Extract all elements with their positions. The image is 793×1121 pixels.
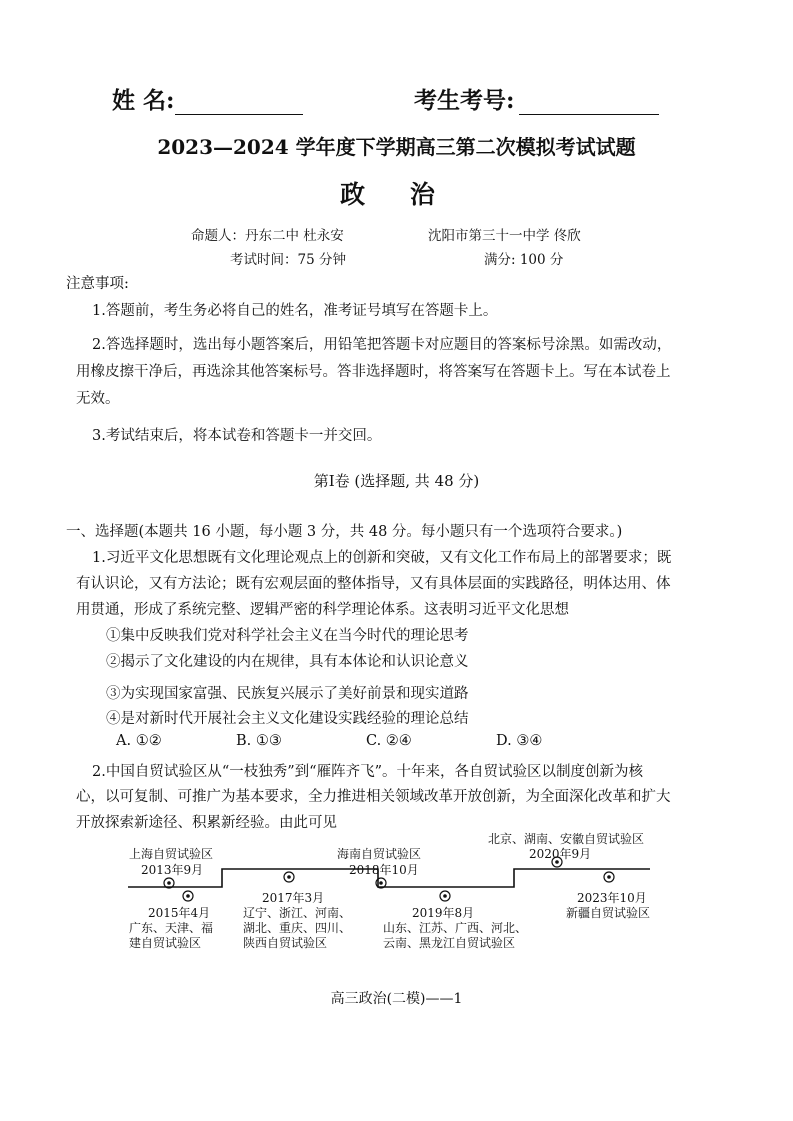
tl-2019-date: 2019年8月 — [412, 906, 475, 920]
q2-line-3: 开放探索新途径、积累新经验。由此可见 — [76, 815, 337, 831]
subject-title: 政 治 — [340, 180, 453, 209]
notice-heading: 注意事项: — [66, 276, 129, 292]
q1-option-b: B. ①③ — [236, 733, 282, 749]
q1-option-d: D. ③④ — [496, 733, 543, 749]
tl-2015-line-2: 建自贸试验区 — [129, 936, 202, 950]
q1-line-3: 用贯通，形成了系统完整、逻辑严密的科学理论体系。这表明习近平文化思想 — [76, 602, 569, 618]
tl-2018-date: 2018年10月 — [349, 863, 419, 877]
q1-line-2: 有认识论，又有方法论；既有宏观层面的整体指导，又有具体层面的实践路径，明体达用、体 — [76, 576, 671, 592]
notice-item-2-line-3: 无效。 — [76, 391, 120, 407]
q1-option-a: A. ①② — [116, 733, 162, 749]
notice-item-2-line-1: 2.答选择题时，选出每小题答案后，用铅笔把答题卡对应题目的答案标号涂黑。如需改动， — [92, 337, 672, 353]
tl-2013-name: 上海自贸试验区 — [129, 847, 214, 861]
timeline-marker-2017 — [284, 872, 294, 882]
tl-2013-date: 2013年9月 — [141, 863, 204, 877]
timeline-marker-2015 — [183, 891, 193, 901]
q1-statement-3: ③为实现国家富强、民族复兴展示了美好前景和现实道路 — [106, 686, 469, 702]
tl-2023-name: 新疆自贸试验区 — [566, 906, 651, 920]
tl-2020-date: 2020年9月 — [529, 847, 592, 861]
part1-intro: 一、选择题(本题共 16 小题，每小题 3 分，共 48 分。每小题只有一个选项符合要求。) — [66, 524, 623, 540]
tl-2023-date: 2023年10月 — [577, 891, 647, 905]
notice-item-1: 1.答题前，考生务必将自己的姓名，准考证号填写在答题卡上。 — [92, 303, 498, 319]
q1-statement-4: ④是对新时代开展社会主义文化建设实践经验的理论总结 — [106, 711, 469, 727]
q1-line-1: 1.习近平文化思想既有文化理论观点上的创新和突破，又有文化工作布局上的部署要求；既 — [92, 550, 672, 566]
tl-2015-date: 2015年4月 — [148, 906, 211, 920]
q1-option-c: C. ②④ — [366, 733, 412, 749]
q2-line-2: 心，以可复制、可推广为基本要求，全力推进相关领域改革开放创新，为全面深化改革和扩大 — [76, 789, 671, 805]
tl-2017-line-1: 辽宁、浙江、河南、 — [243, 906, 352, 920]
name-label: 姓 名: — [112, 87, 175, 114]
page-footer: 高三政治(二模)——1 — [330, 991, 463, 1007]
notice-item-2-line-2: 用橡皮擦干净后，再选涂其他答案标号。答非选择题时，将答案写在答题卡上。写在本试卷上 — [76, 364, 671, 380]
tl-2019-line-1: 山东、江苏、广西、河北、 — [383, 921, 528, 935]
q2-line-1: 2.中国自贸试验区从“一枝独秀”到“雁阵齐飞”。十年来，各自贸试验区以制度创新为核 — [92, 764, 643, 780]
timeline-marker-2023 — [604, 872, 614, 882]
q1-statement-2: ②揭示了文化建设的内在规律，具有本体论和认识论意义 — [106, 654, 469, 670]
tl-2015-line-1: 广东、天津、福 — [129, 921, 214, 935]
tl-2018-name: 海南自贸试验区 — [337, 847, 422, 861]
authors-1: 命题人：丹东二中 杜永安 — [191, 228, 344, 244]
exam-time: 考试时间：75 分钟 — [230, 252, 346, 268]
tl-2019-line-2: 云南、黑龙江自贸试验区 — [383, 936, 516, 950]
timeline-marker-2019 — [440, 891, 450, 901]
section-heading: 第Ⅰ卷 (选择题, 共 48 分) — [313, 472, 480, 490]
exam-title: 2023—2024 学年度下学期高三第二次模拟考试试题 — [157, 135, 636, 159]
tl-2017-line-3: 陕西自贸试验区 — [243, 936, 328, 950]
tl-2020-line-1: 北京、湖南、安徽自贸试验区 — [488, 832, 645, 846]
authors-2: 沈阳市第三十一中学 佟欣 — [428, 228, 581, 244]
notice-item-3: 3.考试结束后，将本试卷和答题卡一并交回。 — [92, 428, 382, 444]
full-score: 满分: 100 分 — [484, 252, 564, 268]
q1-statement-1: ①集中反映我们党对科学社会主义在当今时代的理论思考 — [106, 628, 469, 644]
tl-2017-line-2: 湖北、重庆、四川、 — [243, 921, 352, 935]
tl-2017-date: 2017年3月 — [262, 891, 325, 905]
exam-number-label: 考生考号: — [414, 87, 515, 114]
